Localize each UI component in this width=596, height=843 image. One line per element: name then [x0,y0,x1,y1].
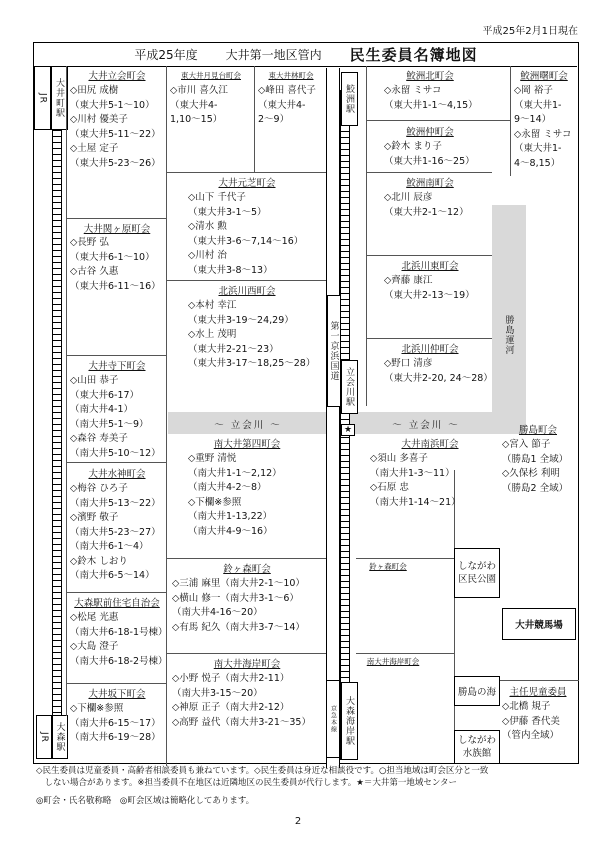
member-area: （南大井4-2～8） [188,482,267,493]
member-name: ◇永留 ミサコ [514,128,572,140]
member-name: ◇北橋 規子 [502,701,551,712]
member-name: ◇土屋 定子 [70,143,119,154]
small-block-label: 鈴ヶ森町会 [369,562,407,571]
block-header: 北浜川仲町会 [401,344,459,355]
block-entries [370,452,461,510]
member-area: （南大井6-18-2号棟） [70,655,168,667]
block-entries [70,236,161,294]
member-name: ◇永留 ミサコ [384,85,442,96]
member-area: （東大井2-13～19） [384,289,475,301]
member-name: ◇松尾 光惠 [70,612,119,623]
block-header: 鮫洲北町会 [406,71,454,82]
tachiai-river-west: ～ 立会川 ～ [214,420,282,431]
block-entries [172,672,311,730]
block-header: 北浜川西町会 [218,286,276,297]
member-area: （南大井1-1～2,12） [188,467,282,479]
member-area: 9～14） [514,114,552,125]
member-area: （南大井5-23～27） [70,526,161,538]
member-area: （東大井5-23～26） [70,157,161,169]
member-name: ◇川村 優美子 [70,114,128,125]
title-area: 大井第一地区管内 [225,47,322,62]
member-area: （南大井1-14～21） [370,496,461,508]
member-name: ◇須山 多喜子 [370,453,428,464]
title-bar [35,42,577,67]
member-area: （東大井6-1～10） [70,251,155,263]
member-name: ◇長野 弘 [70,237,109,248]
member-name: ◇峰田 喜代子 [258,85,316,96]
member-area: （東大井1-16～25） [384,155,475,167]
oi-racecourse: 大井競馬場 [502,608,576,640]
block-header: 主任児童委員 [509,687,567,698]
member-area: （東大井3-1～5） [188,206,267,218]
daiichi-keihin-road [326,68,340,768]
member-name: ◇石原 忠 [370,482,409,493]
member-area: （南大井6-5～14） [70,570,155,581]
member-name: ◇横山 修一（南大井3-1～6） [172,592,299,604]
member-name: ◇小野 悦子（南大井2-11） [172,673,290,684]
block-entries [514,84,571,171]
block-entries [70,702,161,746]
member-area: （南大井6-1～4） [70,541,149,552]
member-name: ◇山下 千代子 [188,192,246,203]
member-name: ◇梅谷 ひろ子 [70,483,128,494]
block-header: 大井坂下町会 [88,689,146,700]
member-name: ◇山田 恭子 [70,375,119,386]
member-name: ◇濱野 敬子 [70,512,119,523]
jr-label: JR [34,66,51,130]
block-header: 大井水神町会 [88,469,146,480]
member-area: （東大井4- [170,99,218,111]
member-area: （東大井3-6～7,14～16） [188,235,304,247]
omorikaigan-station: 大森海岸駅 [341,682,358,760]
tachiaigawa-station: 立会川駅 [341,360,358,414]
member-area: （東大井5-1～10） [70,99,155,111]
as-of-date: 平成25年2月1日現在 [482,26,578,37]
member-area: （東大井1-1～4,15） [384,99,478,111]
jr-railway [52,95,62,715]
block-entries [384,191,469,220]
footer-note: ◎町会・氏名敬称略 ◎町会区域は簡略化してあります。 [36,796,255,806]
member-area: （東大井2-20, 24～28） [384,372,493,384]
member-name: ◇水上 茂明 [188,329,237,340]
small-block-label: 南大井海岸町会 [366,657,420,666]
member-area: （東大井2-21～23） [188,343,279,355]
member-area: （南大井3-15～20） [172,687,263,699]
page-number: 2 [294,816,302,827]
block-entries [384,357,493,386]
member-area: （南大井4-9～16） [188,525,273,537]
member-name: ◇本村 幸江 [188,300,237,311]
katsushima-canal: 勝島運河 [502,275,516,395]
member-name: ◇有馬 紀久（南大井3-7～14） [172,621,305,633]
member-area: （南大井6-15～17） [70,717,161,729]
block-entries [170,84,228,128]
member-area: （東大井5-11～22） [70,128,161,140]
member-area: （南大井1-3～11） [370,467,455,479]
block-header: 北浜川東町会 [401,261,459,272]
member-name: ◇森谷 寿美子 [70,433,128,444]
block-header: 鈴ヶ森町会 [223,564,271,575]
member-name: ◇重野 清悦 [188,453,237,464]
member-name: ◇大島 澄子 [70,641,119,652]
member-name: ◇齊藤 康江 [384,275,433,286]
member-name: ◇伊藤 香代美 [502,715,560,727]
block-entries [188,191,303,278]
block-header: 勝島町会 [518,425,557,436]
block-header: 鮫洲南町会 [406,178,454,189]
member-name: ◇清水 勲 [188,221,227,232]
shinagawa-kumin-park: しながわ 区民公園 [454,548,500,598]
block-header: 大森駅前住宅自治会 [74,598,160,609]
block-entries [70,611,168,669]
daiichi-keihin-label: 第一京浜国道 [327,295,341,407]
katsushima-sea: 勝島の海 [454,676,500,706]
member-area: （東大井1- [514,99,562,111]
member-name: ◇三浦 麻里（南大井2-1～10） [172,578,305,589]
member-area: （南大井6-18-1号棟） [70,626,168,638]
member-name: ◇古谷 久惠 [70,266,119,277]
member-area: （南大井4-16～20） [172,607,263,618]
block-header: 鮫洲曙町会 [520,71,568,82]
keikyu-label: 京急本線 [326,680,340,758]
member-area: （南大井5-1～9） [70,418,149,430]
oimachi-station: 大井町駅 [51,66,68,130]
member-name: ◇下欄※参照 [70,703,124,714]
member-area: （東大井3-17～18,25～28） [188,358,316,369]
member-name: ◇岡 裕子 [514,85,553,96]
block-header: 南大井海岸町会 [213,659,281,670]
member-area: （勝島2 全域） [502,482,569,494]
member-name: ◇鈴木 まり子 [384,141,442,152]
member-name: ◇高野 益代（南大井3-21～35） [172,716,311,728]
block-entries [70,84,161,171]
block-entries [172,577,305,635]
omori-station: 大森駅 [52,715,68,759]
member-area: （南大井4-1） [70,404,134,415]
block-header: 大井関ヶ原町会 [83,224,151,235]
member-area: （南大井1-13,22） [188,511,273,522]
member-area: （南大井6-19～28） [70,732,161,743]
block-entries [188,299,315,372]
shinagawa-aquarium: しながわ 水族館 [454,730,500,764]
member-name: ◇鈴木 しおり [70,555,128,567]
member-area: （東大井4- [258,99,306,111]
member-name: ◇田尻 成樹 [70,85,119,96]
member-name: ◇市川 喜久江 [170,85,228,96]
tachiai-river-east: ～ 立会川 ～ [392,420,460,431]
member-area: （東大井6-11～16） [70,280,161,292]
member-area: 4～8,15） [514,157,561,169]
jr-label-omori: JR [36,715,52,759]
member-area: （東大井3-8～13） [188,264,273,276]
page-title: 民生委員名簿地図 [349,45,478,64]
block-entries [384,274,475,303]
block-header: 鮫洲仲町会 [406,127,454,138]
member-area: （南大井5-13～22） [70,497,161,509]
block-entries [384,140,475,169]
block-entries [70,374,161,461]
block-entries [502,438,568,496]
block-entries [70,482,161,584]
member-area: （管内全域） [502,730,560,741]
title-year: 平成25年度 [134,47,198,62]
member-name: ◇北川 辰彦 [384,192,433,203]
member-area: （南大井5-10～12） [70,447,161,459]
block-header: 南大井第四町会 [213,439,281,450]
member-name: ◇野口 清彦 [384,358,433,369]
samezu-station: 鮫洲駅 [341,72,358,126]
block-entries [502,700,560,744]
note-line-1: ◇民生委員は児童委員・高齢者相談委員も兼ねています。◇民生委員は身近な相談役です。○担当地域は町会区分と一致 [36,766,489,776]
member-name: ◇下欄※参照 [188,496,242,508]
block-entries [384,84,478,113]
note-line-2: しない場合があります。※担当委員不在地区は近隣地区の民生委員が代行します。★＝大井第一地域センター [36,778,458,788]
block-header: 大井南浜町会 [401,439,459,450]
member-area: （東大井3-19～24,29） [188,314,294,326]
center-star: ★ [341,424,355,436]
block-header: 大井寺下町会 [88,361,146,372]
member-name: ◇川村 治 [188,250,227,261]
member-area: 1,10～15） [170,114,223,125]
member-area: 2～9） [258,114,290,125]
member-name: ◇宮入 節子 [502,439,551,450]
member-area: （東大井2-1～12） [384,206,469,218]
member-area: （東大井1- [514,143,562,154]
block-header: 東大井林町会 [268,71,314,80]
member-name: ◇神原 正子（南大井2-12） [172,702,290,713]
member-area: （勝島1 全域） [502,453,569,465]
block-header: 大井立会町会 [88,71,146,82]
block-header: 東大井月見台町会 [181,71,241,80]
member-area: （東大井6-17） [70,389,140,401]
block-entries [188,452,282,539]
member-name: ◇久保杉 利明 [502,468,560,479]
block-header: 大井元芝町会 [218,178,276,189]
block-entries [258,84,316,128]
